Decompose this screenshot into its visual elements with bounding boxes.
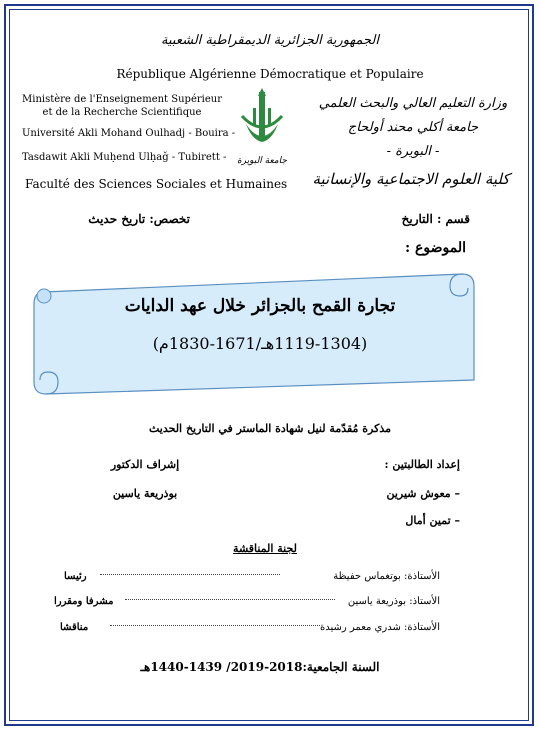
committee-role-2: مشرفا ومقررا	[54, 596, 114, 607]
committee-member-2: الأستاذ: بوذريعة ياسين	[347, 596, 440, 607]
memo-statement: مذكرة مُقدّمة لنيل شهادة الماستر في التاريخ الحديث	[148, 422, 392, 435]
committee-dots-2	[125, 599, 335, 600]
department-label: قسم : التاريخ	[401, 212, 470, 226]
committee-role-1: رئيسا	[64, 571, 87, 582]
ar-city: - البويرة -	[386, 144, 440, 159]
committee-member-3: الأستاذة: شدري معمر رشيدة	[320, 622, 440, 633]
specialty-label: تخصص: تاريخ حديث	[88, 212, 190, 226]
ar-university: جامعة أكلي محند أولحاج	[347, 120, 479, 135]
fr-university-line2: Tasdawit Akli Muḥend Ulḥaǧ - Tubirett -	[22, 152, 227, 163]
fr-university-line1: Université Akli Mohand Oulhadj - Bouira -	[22, 128, 236, 139]
supervisor-name: بوذريعة ياسين	[112, 487, 178, 500]
ar-republic-title: الجمهورية الجزائرية الديمقراطية الشعبية	[161, 33, 379, 48]
fr-republic-title: République Algérienne Démocratique et Populaire	[116, 67, 424, 81]
ar-faculty: كلية العلوم الاجتماعية والإنسانية	[312, 170, 510, 188]
committee-dots-3	[110, 625, 320, 626]
committee-heading: لجنة المناقشة	[233, 542, 297, 555]
committee-role-3: مناقشا	[60, 622, 89, 633]
supervisor-label: إشراف الدكتور	[110, 458, 180, 471]
committee-member-1: الأستاذة: بوتغماس حفيظة	[333, 571, 440, 582]
committee-dots-1	[100, 574, 280, 575]
student-1-name: – معوش شيرين	[386, 487, 460, 500]
ar-ministry: وزارة التعليم العالي والبحث العلمي	[318, 96, 508, 111]
academic-year: السنة الجامعية:2018-2019/ 1439-1440هـ	[140, 660, 380, 674]
subject-label: الموضوع :	[405, 240, 466, 256]
student-2-name: – تمين أمال	[405, 514, 460, 527]
thesis-title-line2: (1119-1304هـ/1671-1830م)	[152, 334, 368, 353]
logo-caption: جامعة البويرة	[237, 156, 287, 166]
fr-ministry-line1: Ministère de l'Enseignement Supérieur	[22, 94, 222, 105]
fr-faculty: Faculté des Sciences Sociales et Humaines	[25, 177, 288, 191]
thesis-title-line1: تجارة القمح بالجزائر خلال عهد الدايات	[124, 296, 396, 316]
fr-ministry-line2: et de la Recherche Scientifique	[42, 107, 202, 118]
students-label: إعداد الطالبتين :	[384, 458, 460, 471]
